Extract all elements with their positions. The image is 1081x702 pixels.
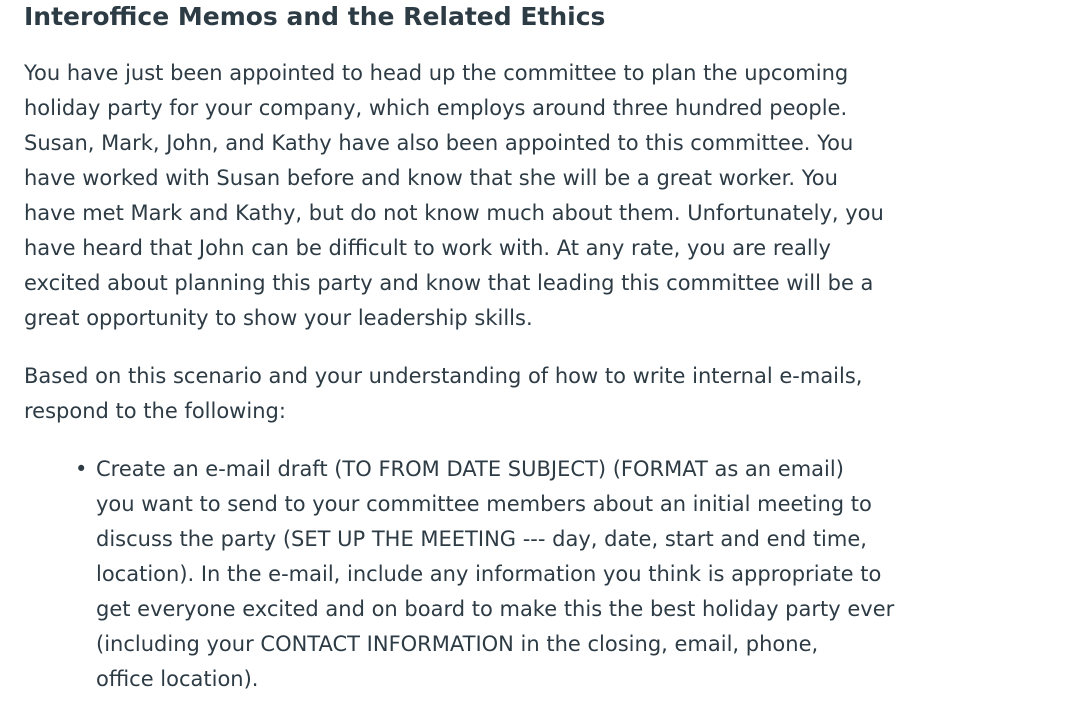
bullet-icon: • xyxy=(75,457,88,481)
paragraph-line: Susan, Mark, John, and Kathy have also been appointed to this committee. You xyxy=(24,131,854,155)
list-item-line: office location). xyxy=(96,667,259,691)
task-list xyxy=(24,452,894,697)
paragraph-line: holiday party for your company, which employs around three hundred people. xyxy=(24,96,848,120)
paragraph-line: Based on this scenario and your understanding of how to write internal e-mails, xyxy=(24,364,863,388)
paragraph-line: You have just been appointed to head up the committee to plan the upcoming xyxy=(24,61,849,85)
paragraph-line: have worked with Susan before and know that she will be a great worker. You xyxy=(24,166,838,190)
list-item-line: you want to send to your committee members about an initial meeting to xyxy=(96,492,872,516)
page-title: Interoffice Memos and the Related Ethics xyxy=(24,2,606,31)
list-item-line: location). In the e-mail, include any information you think is appropriate to xyxy=(96,562,882,586)
scenario-paragraph xyxy=(24,56,884,336)
list-item-line: (including your CONTACT INFORMATION in the closing, email, phone, xyxy=(96,632,819,656)
paragraph-line: respond to the following: xyxy=(24,399,286,423)
list-item xyxy=(24,452,894,697)
paragraph-line: have met Mark and Kathy, but do not know much about them. Unfortunately, you xyxy=(24,201,884,225)
list-item-line: discuss the party (SET UP THE MEETING --- day, date, start and end time, xyxy=(96,527,867,551)
paragraph-line: great opportunity to show your leadership skills. xyxy=(24,306,533,330)
list-item-line: Create an e-mail draft (TO FROM DATE SUBJECT) (FORMAT as an email) xyxy=(96,457,844,481)
paragraph-line: excited about planning this party and know that leading this committee will be a xyxy=(24,271,874,295)
paragraph-line: have heard that John can be difficult to work with. At any rate, you are really xyxy=(24,236,831,260)
instructions-paragraph xyxy=(24,359,862,429)
list-item-line: get everyone excited and on board to make this the best holiday party ever xyxy=(96,597,895,621)
